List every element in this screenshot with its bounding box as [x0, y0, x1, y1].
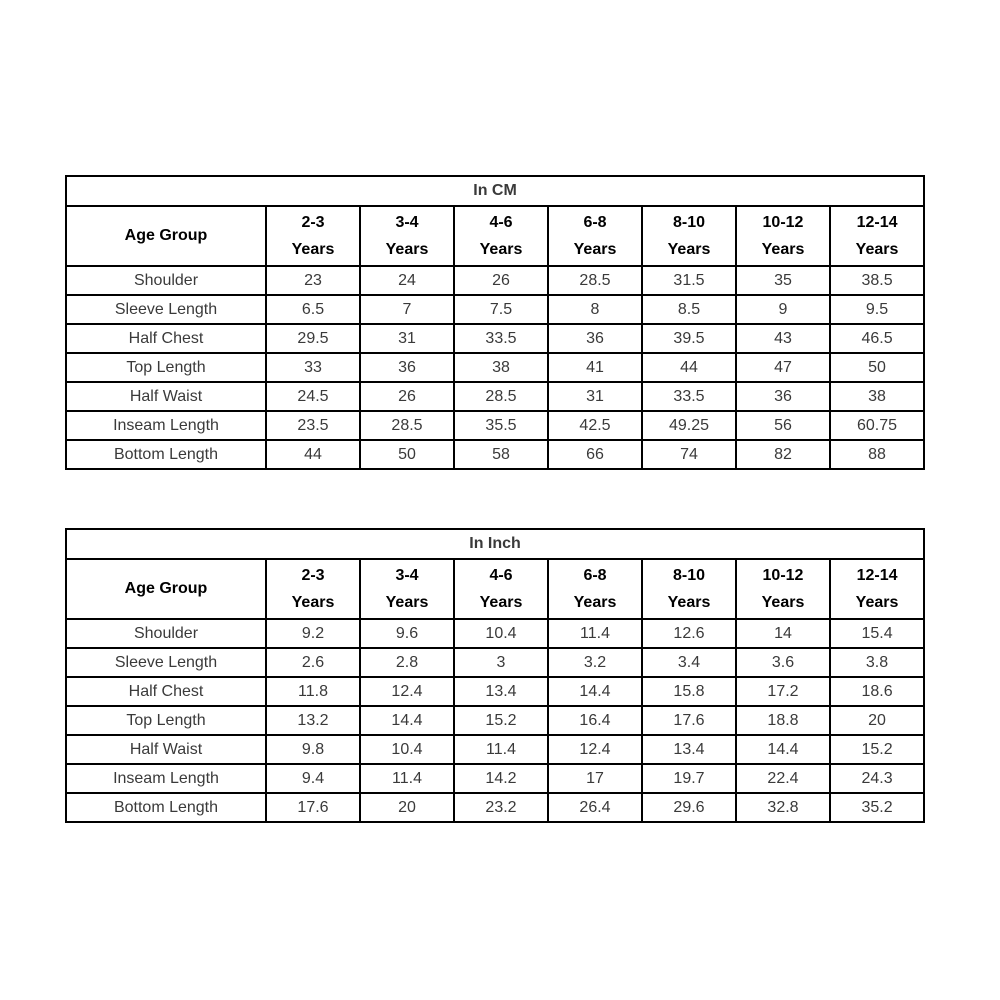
- value-cell: 15.4: [830, 619, 924, 648]
- age-range-label: 4-6: [489, 214, 513, 231]
- age-range-label: 2-3: [301, 567, 325, 584]
- value-cell: 58: [454, 440, 548, 469]
- table-title-row: [66, 529, 924, 559]
- value-cell: 23.2: [454, 793, 548, 822]
- table-title: In CM: [66, 176, 924, 206]
- value-cell: 82: [736, 440, 830, 469]
- row-label: Half Chest: [66, 324, 266, 353]
- value-cell: 6.5: [266, 295, 360, 324]
- row-label: Top Length: [66, 706, 266, 735]
- col-header-6-8-years: [548, 559, 642, 619]
- age-unit-label: Years: [855, 241, 899, 258]
- value-cell: 26: [454, 266, 548, 295]
- value-cell: 24: [360, 266, 454, 295]
- value-cell: 28.5: [454, 382, 548, 411]
- age-unit-label: Years: [761, 241, 805, 258]
- value-cell: 44: [642, 353, 736, 382]
- value-cell: 20: [830, 706, 924, 735]
- col-header-4-6-years: [454, 206, 548, 266]
- col-header-8-10-years: [642, 206, 736, 266]
- age-group-corner-cell: Age Group: [66, 559, 266, 619]
- table-row: [66, 353, 924, 382]
- value-cell: 35: [736, 266, 830, 295]
- value-cell: 3.8: [830, 648, 924, 677]
- age-range-label: 3-4: [395, 567, 419, 584]
- value-cell: 2.8: [360, 648, 454, 677]
- age-unit-label: Years: [667, 594, 711, 611]
- table-row: [66, 324, 924, 353]
- value-cell: 20: [360, 793, 454, 822]
- age-unit-label: Years: [291, 241, 335, 258]
- value-cell: 12.6: [642, 619, 736, 648]
- value-cell: 9.4: [266, 764, 360, 793]
- value-cell: 8.5: [642, 295, 736, 324]
- col-header-12-14-years: [830, 559, 924, 619]
- value-cell: 14.4: [360, 706, 454, 735]
- age-group-header-row: [66, 559, 924, 619]
- value-cell: 49.25: [642, 411, 736, 440]
- value-cell: 10.4: [454, 619, 548, 648]
- value-cell: 33: [266, 353, 360, 382]
- value-cell: 56: [736, 411, 830, 440]
- value-cell: 35.2: [830, 793, 924, 822]
- value-cell: 13.2: [266, 706, 360, 735]
- value-cell: 66: [548, 440, 642, 469]
- age-range-label: 8-10: [672, 214, 706, 231]
- value-cell: 9.5: [830, 295, 924, 324]
- age-unit-label: Years: [291, 594, 335, 611]
- value-cell: 17: [548, 764, 642, 793]
- age-unit-label: Years: [573, 241, 617, 258]
- value-cell: 10.4: [360, 735, 454, 764]
- col-header-4-6-years: [454, 559, 548, 619]
- row-label: Top Length: [66, 353, 266, 382]
- value-cell: 17.6: [642, 706, 736, 735]
- value-cell: 38: [830, 382, 924, 411]
- value-cell: 26: [360, 382, 454, 411]
- value-cell: 17.6: [266, 793, 360, 822]
- value-cell: 13.4: [642, 735, 736, 764]
- age-unit-label: Years: [667, 241, 711, 258]
- age-unit-label: Years: [573, 594, 617, 611]
- table-row: [66, 648, 924, 677]
- value-cell: 14.4: [736, 735, 830, 764]
- row-label: Inseam Length: [66, 411, 266, 440]
- value-cell: 9: [736, 295, 830, 324]
- value-cell: 13.4: [454, 677, 548, 706]
- value-cell: 3.2: [548, 648, 642, 677]
- table-row: [66, 411, 924, 440]
- value-cell: 36: [360, 353, 454, 382]
- value-cell: 29.5: [266, 324, 360, 353]
- value-cell: 32.8: [736, 793, 830, 822]
- value-cell: 39.5: [642, 324, 736, 353]
- value-cell: 36: [548, 324, 642, 353]
- value-cell: 38.5: [830, 266, 924, 295]
- row-label: Shoulder: [66, 619, 266, 648]
- table-row: [66, 619, 924, 648]
- value-cell: 14: [736, 619, 830, 648]
- col-header-2-3-years: [266, 206, 360, 266]
- age-group-corner-cell: Age Group: [66, 206, 266, 266]
- age-unit-label: Years: [479, 241, 523, 258]
- value-cell: 15.2: [454, 706, 548, 735]
- value-cell: 43: [736, 324, 830, 353]
- value-cell: 8: [548, 295, 642, 324]
- value-cell: 35.5: [454, 411, 548, 440]
- age-unit-label: Years: [385, 241, 429, 258]
- table-row: [66, 266, 924, 295]
- table-row: [66, 764, 924, 793]
- value-cell: 41: [548, 353, 642, 382]
- age-range-label: 4-6: [489, 567, 513, 584]
- value-cell: 9.8: [266, 735, 360, 764]
- value-cell: 28.5: [548, 266, 642, 295]
- value-cell: 14.4: [548, 677, 642, 706]
- value-cell: 9.6: [360, 619, 454, 648]
- col-header-12-14-years: [830, 206, 924, 266]
- age-range-label: 12-14: [856, 567, 898, 584]
- table-row: [66, 793, 924, 822]
- value-cell: 11.4: [454, 735, 548, 764]
- table-row: [66, 706, 924, 735]
- value-cell: 7: [360, 295, 454, 324]
- value-cell: 24.5: [266, 382, 360, 411]
- row-label: Bottom Length: [66, 440, 266, 469]
- row-label: Half Waist: [66, 735, 266, 764]
- value-cell: 50: [830, 353, 924, 382]
- value-cell: 15.2: [830, 735, 924, 764]
- value-cell: 50: [360, 440, 454, 469]
- value-cell: 11.4: [548, 619, 642, 648]
- value-cell: 23.5: [266, 411, 360, 440]
- age-range-label: 2-3: [301, 214, 325, 231]
- value-cell: 38: [454, 353, 548, 382]
- table-row: [66, 440, 924, 469]
- age-range-label: 6-8: [583, 567, 607, 584]
- value-cell: 36: [736, 382, 830, 411]
- size-table-cm: [65, 175, 925, 470]
- value-cell: 9.2: [266, 619, 360, 648]
- col-header-6-8-years: [548, 206, 642, 266]
- value-cell: 2.6: [266, 648, 360, 677]
- value-cell: 19.7: [642, 764, 736, 793]
- table-row: [66, 677, 924, 706]
- col-header-3-4-years: [360, 559, 454, 619]
- value-cell: 7.5: [454, 295, 548, 324]
- age-range-label: 3-4: [395, 214, 419, 231]
- age-range-label: 10-12: [762, 567, 804, 584]
- col-header-3-4-years: [360, 206, 454, 266]
- value-cell: 33.5: [642, 382, 736, 411]
- value-cell: 12.4: [360, 677, 454, 706]
- row-label: Inseam Length: [66, 764, 266, 793]
- col-header-8-10-years: [642, 559, 736, 619]
- table-row: [66, 295, 924, 324]
- value-cell: 33.5: [454, 324, 548, 353]
- col-header-10-12-years: [736, 206, 830, 266]
- table-row: [66, 382, 924, 411]
- value-cell: 24.3: [830, 764, 924, 793]
- table-title-row: [66, 176, 924, 206]
- value-cell: 11.4: [360, 764, 454, 793]
- col-header-10-12-years: [736, 559, 830, 619]
- value-cell: 47: [736, 353, 830, 382]
- value-cell: 3.6: [736, 648, 830, 677]
- value-cell: 28.5: [360, 411, 454, 440]
- value-cell: 11.8: [266, 677, 360, 706]
- age-range-label: 12-14: [856, 214, 898, 231]
- table-title: In Inch: [66, 529, 924, 559]
- value-cell: 18.8: [736, 706, 830, 735]
- value-cell: 31: [548, 382, 642, 411]
- row-label: Shoulder: [66, 266, 266, 295]
- value-cell: 31: [360, 324, 454, 353]
- row-label: Half Waist: [66, 382, 266, 411]
- value-cell: 44: [266, 440, 360, 469]
- value-cell: 16.4: [548, 706, 642, 735]
- size-table-inch: [65, 528, 925, 823]
- value-cell: 22.4: [736, 764, 830, 793]
- value-cell: 74: [642, 440, 736, 469]
- row-label: Sleeve Length: [66, 648, 266, 677]
- age-unit-label: Years: [855, 594, 899, 611]
- value-cell: 29.6: [642, 793, 736, 822]
- age-unit-label: Years: [479, 594, 523, 611]
- age-unit-label: Years: [385, 594, 429, 611]
- value-cell: 26.4: [548, 793, 642, 822]
- value-cell: 88: [830, 440, 924, 469]
- age-group-header-row: [66, 206, 924, 266]
- value-cell: 15.8: [642, 677, 736, 706]
- value-cell: 12.4: [548, 735, 642, 764]
- value-cell: 14.2: [454, 764, 548, 793]
- table-row: [66, 735, 924, 764]
- col-header-2-3-years: [266, 559, 360, 619]
- row-label: Half Chest: [66, 677, 266, 706]
- value-cell: 3: [454, 648, 548, 677]
- value-cell: 17.2: [736, 677, 830, 706]
- value-cell: 31.5: [642, 266, 736, 295]
- row-label: Bottom Length: [66, 793, 266, 822]
- value-cell: 3.4: [642, 648, 736, 677]
- value-cell: 46.5: [830, 324, 924, 353]
- row-label: Sleeve Length: [66, 295, 266, 324]
- age-range-label: 6-8: [583, 214, 607, 231]
- value-cell: 60.75: [830, 411, 924, 440]
- value-cell: 42.5: [548, 411, 642, 440]
- value-cell: 23: [266, 266, 360, 295]
- age-unit-label: Years: [761, 594, 805, 611]
- value-cell: 18.6: [830, 677, 924, 706]
- age-range-label: 8-10: [672, 567, 706, 584]
- age-range-label: 10-12: [762, 214, 804, 231]
